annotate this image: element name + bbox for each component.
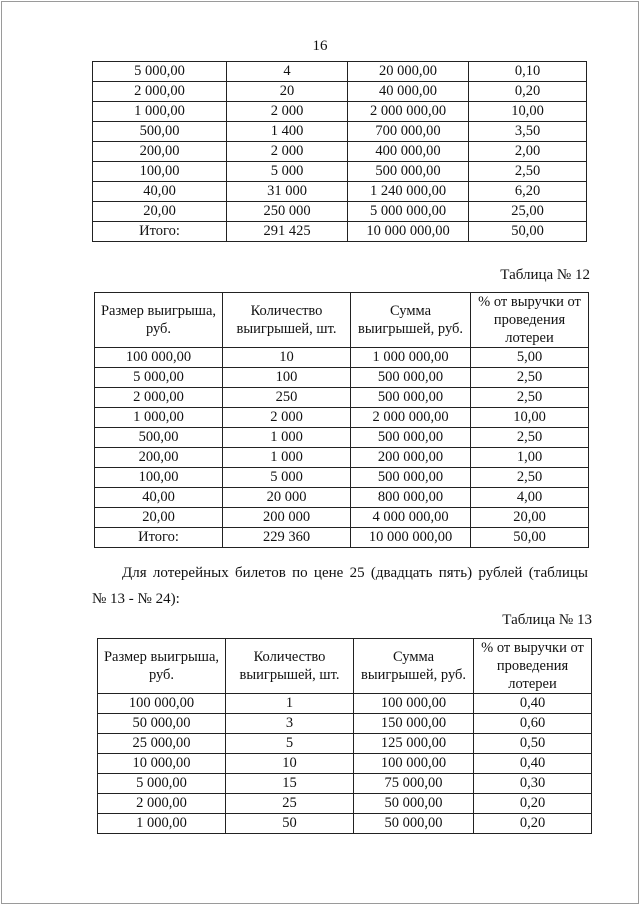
cell-prize-sum: 500 000,00	[351, 468, 471, 488]
cell-prize-sum: 500 000,00	[348, 162, 469, 182]
cell-revenue-percent: 10,00	[471, 408, 589, 428]
cell-revenue-percent: 0,40	[474, 694, 592, 714]
table-row	[95, 408, 589, 428]
cell-revenue-percent: 0,10	[469, 62, 587, 82]
cell-prize-size: Итого:	[93, 222, 227, 242]
table-header-row	[95, 293, 589, 348]
cell-prize-count: 25	[226, 794, 354, 814]
cell-prize-size: 100 000,00	[95, 348, 223, 368]
table-row	[95, 368, 589, 388]
table-row	[98, 694, 592, 714]
table-row	[93, 162, 587, 182]
cell-prize-count: 2 000	[227, 142, 348, 162]
cell-prize-sum: 40 000,00	[348, 82, 469, 102]
cell-prize-count: 1 000	[223, 448, 351, 468]
cell-prize-count: 229 360	[223, 528, 351, 548]
cell-prize-count: 2 000	[227, 102, 348, 122]
table-total-row	[95, 528, 589, 548]
cell-revenue-percent: 1,00	[471, 448, 589, 468]
table-row	[95, 508, 589, 528]
table-row	[93, 202, 587, 222]
table-row	[93, 62, 587, 82]
cell-revenue-percent: 2,50	[471, 388, 589, 408]
cell-prize-size: 2 000,00	[95, 388, 223, 408]
cell-prize-count: 250	[223, 388, 351, 408]
cell-prize-sum: 5 000 000,00	[348, 202, 469, 222]
cell-revenue-percent: 0,20	[474, 794, 592, 814]
page-number: 16	[312, 38, 328, 54]
table-row	[98, 794, 592, 814]
table-11-body	[93, 62, 587, 242]
cell-prize-count: 250 000	[227, 202, 348, 222]
cell-prize-count: 20 000	[223, 488, 351, 508]
header-prize-count: Количество выигрышей, шт.	[223, 293, 351, 348]
cell-prize-sum: 125 000,00	[354, 734, 474, 754]
cell-prize-size: 50 000,00	[98, 714, 226, 734]
cell-prize-count: 15	[226, 774, 354, 794]
cell-prize-count: 5	[226, 734, 354, 754]
cell-revenue-percent: 0,30	[474, 774, 592, 794]
cell-revenue-percent: 4,00	[471, 488, 589, 508]
cell-prize-count: 5 000	[223, 468, 351, 488]
cell-prize-size: 40,00	[95, 488, 223, 508]
table-row	[93, 102, 587, 122]
cell-prize-size: 500,00	[95, 428, 223, 448]
cell-prize-size: 100 000,00	[98, 694, 226, 714]
cell-prize-sum: 100 000,00	[354, 754, 474, 774]
table-row	[95, 488, 589, 508]
cell-prize-count: 50	[226, 814, 354, 834]
table-row	[98, 714, 592, 734]
cell-prize-count: 31 000	[227, 182, 348, 202]
table-row	[98, 734, 592, 754]
cell-prize-count: 291 425	[227, 222, 348, 242]
cell-prize-count: 2 000	[223, 408, 351, 428]
cell-prize-size: 40,00	[93, 182, 227, 202]
cell-revenue-percent: 20,00	[471, 508, 589, 528]
table-13-caption: Таблица № 13	[502, 612, 592, 628]
table-header-row	[98, 639, 592, 694]
header-revenue-percent: % от выручки от проведения лотереи	[474, 639, 592, 694]
cell-prize-count: 1 000	[223, 428, 351, 448]
cell-prize-sum: 100 000,00	[354, 694, 474, 714]
cell-prize-count: 10	[223, 348, 351, 368]
table-row	[93, 122, 587, 142]
table-row	[95, 348, 589, 368]
cell-prize-count: 10	[226, 754, 354, 774]
header-prize-size: Размер выигрыша, руб.	[95, 293, 223, 348]
cell-prize-sum: 20 000,00	[348, 62, 469, 82]
cell-revenue-percent: 0,50	[474, 734, 592, 754]
cell-prize-size: 1 000,00	[93, 102, 227, 122]
header-prize-sum: Сумма выигрышей, руб.	[351, 293, 471, 348]
cell-prize-sum: 800 000,00	[351, 488, 471, 508]
cell-prize-sum: 50 000,00	[354, 814, 474, 834]
cell-prize-size: 5 000,00	[95, 368, 223, 388]
cell-revenue-percent: 0,20	[469, 82, 587, 102]
cell-prize-size: Итого:	[95, 528, 223, 548]
cell-prize-count: 3	[226, 714, 354, 734]
cell-prize-size: 1 000,00	[98, 814, 226, 834]
cell-prize-sum: 2 000 000,00	[351, 408, 471, 428]
cell-prize-count: 200 000	[223, 508, 351, 528]
cell-prize-sum: 4 000 000,00	[351, 508, 471, 528]
cell-revenue-percent: 5,00	[471, 348, 589, 368]
table-row	[93, 182, 587, 202]
header-prize-sum: Сумма выигрышей, руб.	[354, 639, 474, 694]
table-13	[97, 638, 592, 834]
cell-prize-sum: 150 000,00	[354, 714, 474, 734]
cell-prize-sum: 10 000 000,00	[348, 222, 469, 242]
table-row	[93, 142, 587, 162]
cell-revenue-percent: 3,50	[469, 122, 587, 142]
cell-revenue-percent: 2,50	[471, 468, 589, 488]
cell-prize-count: 5 000	[227, 162, 348, 182]
table-row	[95, 388, 589, 408]
cell-revenue-percent: 25,00	[469, 202, 587, 222]
cell-revenue-percent: 6,20	[469, 182, 587, 202]
cell-revenue-percent: 2,50	[471, 428, 589, 448]
cell-revenue-percent: 2,50	[471, 368, 589, 388]
cell-prize-size: 5 000,00	[98, 774, 226, 794]
cell-prize-size: 200,00	[93, 142, 227, 162]
cell-revenue-percent: 0,60	[474, 714, 592, 734]
table-row	[95, 428, 589, 448]
table-12-caption: Таблица № 12	[500, 267, 590, 283]
cell-prize-size: 20,00	[93, 202, 227, 222]
cell-prize-size: 500,00	[93, 122, 227, 142]
cell-prize-sum: 500 000,00	[351, 368, 471, 388]
table-row	[95, 448, 589, 468]
paragraph-line-1: Для лотерейных билетов по цене 25 (двадцать пять) рублей (таблицы	[122, 565, 588, 581]
cell-revenue-percent: 50,00	[469, 222, 587, 242]
cell-prize-count: 100	[223, 368, 351, 388]
table-total-row	[93, 222, 587, 242]
cell-prize-sum: 1 000 000,00	[351, 348, 471, 368]
cell-prize-size: 2 000,00	[93, 82, 227, 102]
cell-prize-sum: 50 000,00	[354, 794, 474, 814]
cell-prize-size: 1 000,00	[95, 408, 223, 428]
cell-prize-sum: 500 000,00	[351, 428, 471, 448]
paragraph-line-2: № 13 - № 24):	[92, 591, 180, 607]
table-row	[98, 774, 592, 794]
cell-revenue-percent: 2,50	[469, 162, 587, 182]
cell-prize-sum: 500 000,00	[351, 388, 471, 408]
table-row	[93, 82, 587, 102]
cell-revenue-percent: 2,00	[469, 142, 587, 162]
cell-revenue-percent: 0,40	[474, 754, 592, 774]
cell-revenue-percent: 0,20	[474, 814, 592, 834]
cell-prize-sum: 200 000,00	[351, 448, 471, 468]
cell-prize-sum: 2 000 000,00	[348, 102, 469, 122]
cell-prize-size: 20,00	[95, 508, 223, 528]
cell-prize-sum: 75 000,00	[354, 774, 474, 794]
table-row	[98, 754, 592, 774]
header-prize-count: Количество выигрышей, шт.	[226, 639, 354, 694]
cell-prize-size: 5 000,00	[93, 62, 227, 82]
cell-revenue-percent: 50,00	[471, 528, 589, 548]
cell-prize-count: 1 400	[227, 122, 348, 142]
cell-prize-sum: 10 000 000,00	[351, 528, 471, 548]
header-revenue-percent: % от выручки от проведения лотереи	[471, 293, 589, 348]
cell-prize-size: 100,00	[93, 162, 227, 182]
cell-prize-count: 1	[226, 694, 354, 714]
cell-prize-size: 200,00	[95, 448, 223, 468]
table-row	[98, 814, 592, 834]
table-13-body	[98, 694, 592, 834]
cell-prize-size: 2 000,00	[98, 794, 226, 814]
header-prize-size: Размер выигрыша, руб.	[98, 639, 226, 694]
cell-prize-size: 10 000,00	[98, 754, 226, 774]
table-11-continued	[92, 61, 587, 242]
cell-prize-size: 25 000,00	[98, 734, 226, 754]
cell-prize-sum: 400 000,00	[348, 142, 469, 162]
table-12-body	[95, 348, 589, 548]
cell-revenue-percent: 10,00	[469, 102, 587, 122]
cell-prize-size: 100,00	[95, 468, 223, 488]
cell-prize-count: 4	[227, 62, 348, 82]
cell-prize-sum: 1 240 000,00	[348, 182, 469, 202]
cell-prize-sum: 700 000,00	[348, 122, 469, 142]
table-row	[95, 468, 589, 488]
table-12	[94, 292, 589, 548]
cell-prize-count: 20	[227, 82, 348, 102]
